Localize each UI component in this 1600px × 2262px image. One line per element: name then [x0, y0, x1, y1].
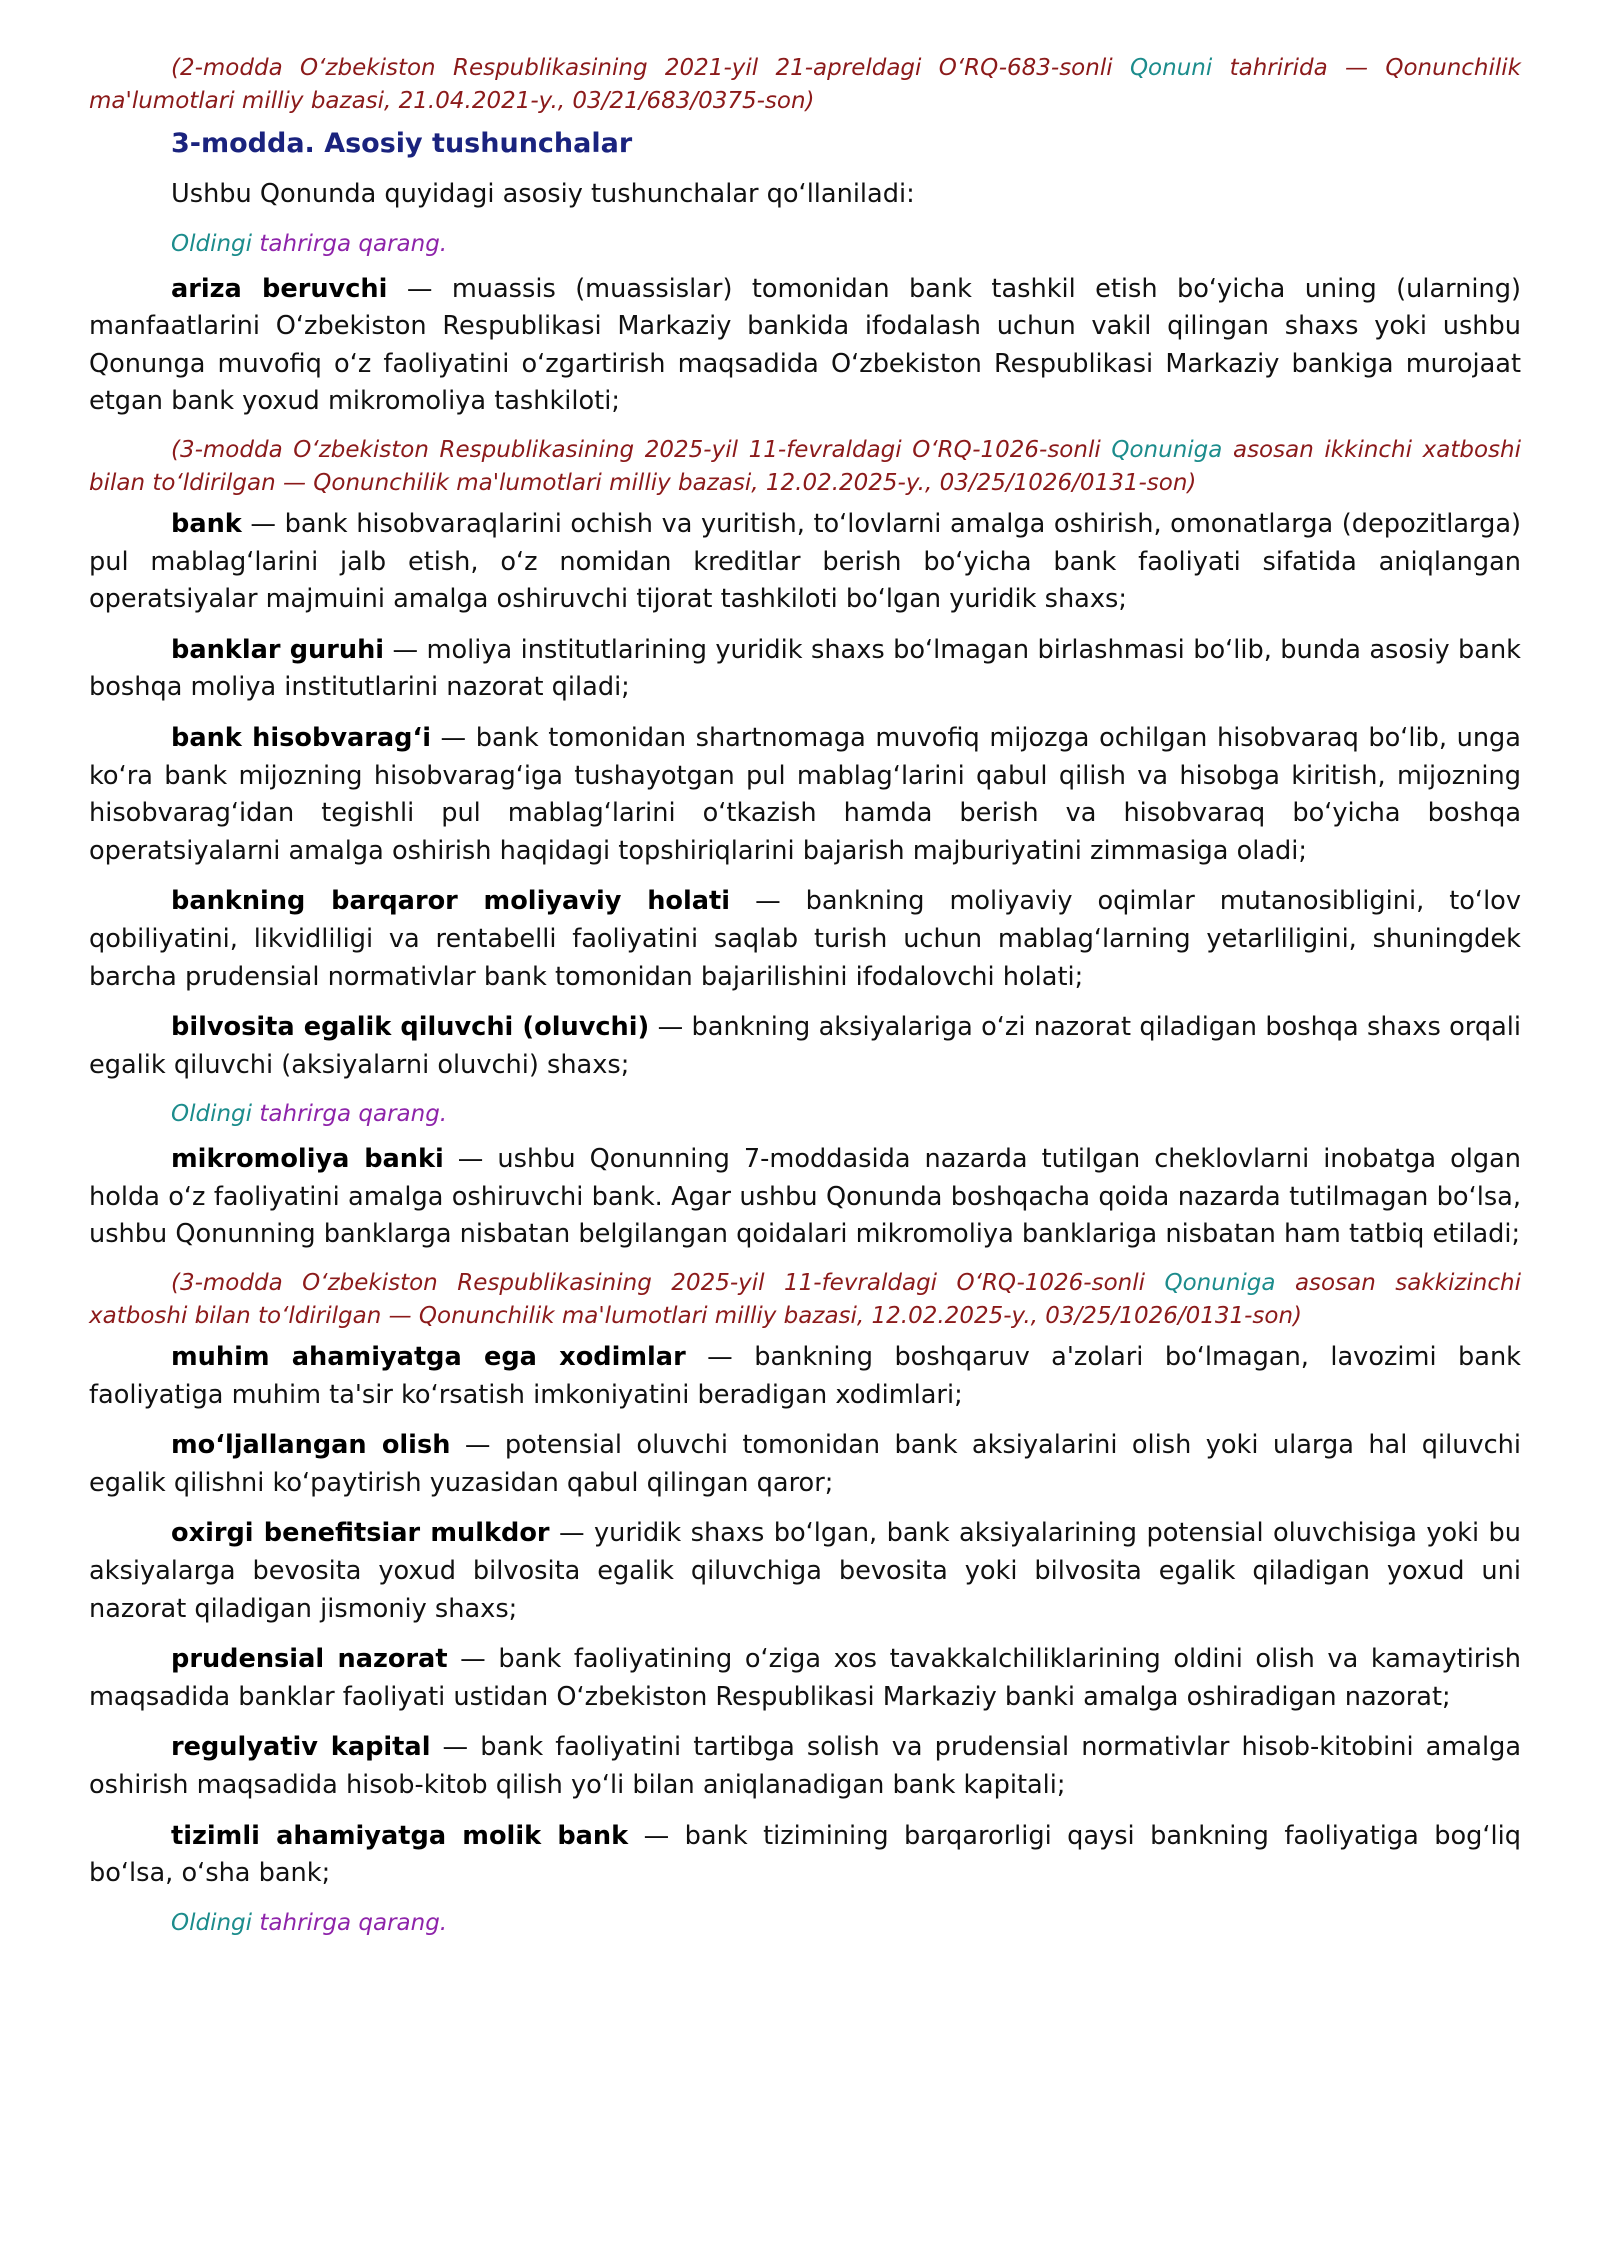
definition-text: — bank hisobvaraqlarini ochish va yuritish, to‘lovlarni amalga oshirish, omonatlarga (depozitlarga) pul mablag‘larini jalb etish, o‘z nomidan kreditlar berish bo‘yicha bank faoliyati sifatida aniqlangan operatsiyalar majmuini amalga oshiruvchi tijorat tashkiloti bo‘lgan yuridik shaxs; — [89, 508, 1521, 615]
note-text: (2-modda O‘zbekiston Respublikasining 2021-yil 21-apreldagi O‘RQ-683-sonli — [171, 55, 1130, 81]
definition-paragraph — [89, 720, 1521, 870]
previous-edition-link[interactable] — [89, 1906, 1521, 1940]
definition-text: — bankning boshqaruv a'zolari bo‘lmagan, lavozimi bank faoliyatiga muhim ta'sir ko‘rsatish imkoniyatini beradigan xodimlari; — [89, 1342, 1522, 1410]
definition-paragraph — [89, 1339, 1521, 1414]
definition-text: — potensial oluvchi tomonidan bank aksiyalarini olish yoki ularga hal qiluvchi egalik qilishni ko‘paytirish yuzasidan qabul qilingan qaror; — [89, 1430, 1521, 1498]
definition-text: — moliya institutlarining yuridik shaxs bo‘lmagan birlashmasi bo‘lib, bunda asosiy bank boshqa moliya institutlarini nazorat qiladi; — [89, 634, 1521, 703]
definition-paragraph — [89, 271, 1521, 421]
definition-term: bankning barqaror moliyaviy holati — [171, 886, 731, 917]
previous-edition-link-part1[interactable]: Oldingi — [171, 230, 253, 257]
previous-edition-link-part2[interactable]: tahrirga qarang. — [252, 1101, 448, 1128]
definition-text: — bank faoliyatini tartibga solish va prudensial normativlar hisob-kitobini amalga oshirish maqsadida hisob-kitob qilish yo‘li bilan aniqlanadigan bank kapitali; — [89, 1732, 1522, 1800]
definition-paragraph — [89, 1641, 1521, 1716]
definition-term: bank — [171, 508, 242, 539]
definition-term: regulyativ kapital — [171, 1732, 431, 1763]
definition-text: — muassis (muassislar) tomonidan bank tashkil etish bo‘yicha uning (ularning) manfaatlarini O‘zbekiston Respublikasi Markaziy bankida ifodalash uchun vakil qilingan shaxs yoki ushbu Qonunga muvofiq o‘z faoliyatini o‘zgartirish maqsadida O‘zbekiston Respublikasi Markaziy bankiga murojaat etgan bank yoxud mikromoliya tashkiloti; — [89, 273, 1521, 417]
definition-text: — bank tizimining barqarorligi qaysi bankning faoliyatiga bog‘liq bo‘lsa, o‘sha bank; — [89, 1820, 1522, 1889]
note-text: asosan sakkizinchi xatboshi bilan to‘ldirilgan — Qonunchilik ma'lumotlari milliy bazasi, 12.02.2025-y., 03/25/1026/0131-son) — [89, 1270, 1522, 1330]
previous-edition-link-part1[interactable]: Oldingi — [171, 1909, 253, 1936]
document-page — [89, 52, 1521, 1950]
definition-text: — bank faoliyatining o‘ziga xos tavakkalchiliklarining oldini olish va kamaytirish maqsadida banklar faoliyati ustidan O‘zbekiston Respublikasi Markaziy banki amalga oshiradigan nazorat; — [89, 1644, 1521, 1712]
definition-paragraph — [89, 1427, 1521, 1502]
definition-paragraph — [89, 1729, 1521, 1804]
definition-text: — yuridik shaxs bo‘lgan, bank aksiyalarining potensial oluvchisiga yoki bu aksiyalarga bevosita yoxud bilvosita egalik qiluvchiga bevosita yoki bilvosita egalik qiladigan yoxud uni nazorat qiladigan jismoniy shaxs; — [89, 1518, 1521, 1624]
definition-text: — bankning aksiyalariga o‘zi nazorat qiladigan boshqa shaxs orqali egalik qiluvchi (aksiyalarni oluvchi) shaxs; — [89, 1012, 1521, 1080]
definition-text: — ushbu Qonunning 7-moddasida nazarda tutilgan cheklovlarni inobatga olgan holda o‘z faoliyatini amalga oshiruvchi bank. Agar ushbu Qonunda boshqacha qoida nazarda tutilmagan bo‘lsa, ushbu Qonunning banklarga nisbatan belgilangan qoidalari mikromoliya banklariga nisbatan ham tatbiq etiladi; — [89, 1144, 1521, 1250]
definition-text: — bankning moliyaviy oqimlar mutanosibligini, to‘lov qobiliyatini, likvidliligi va rentabelli faoliyatini saqlab turish uchun mablag‘larning yetarliligini, shuningdek barcha prudensial normativlar bank tomonidan bajarilishini ifodalovchi holati; — [89, 886, 1521, 992]
previous-edition-link-part1[interactable]: Oldingi — [171, 1101, 253, 1128]
definition-paragraph — [89, 1141, 1521, 1254]
article-heading: 3-modda. Asosiy tushunchalar — [171, 128, 633, 159]
previous-edition-link-part2[interactable]: tahrirga qarang. — [252, 230, 448, 257]
definition-term: prudensial nazorat — [171, 1644, 448, 1675]
amendment-note — [89, 1267, 1521, 1333]
article-intro: Ushbu Qonunda quyidagi asosiy tushunchalar qo‘llaniladi: — [171, 179, 915, 209]
note-text: (3-modda O‘zbekiston Respublikasining 2025-yil 11-fevraldagi O‘RQ-1026-sonli — [171, 1270, 1165, 1297]
note-text: asosan ikkinchi xatboshi bilan to‘ldirilgan — Qonunchilik ma'lumotlari milliy bazasi, 12.02.2025-y., 03/25/1026/0131-son) — [89, 436, 1521, 496]
definition-term: banklar guruhi — [171, 634, 385, 665]
definition-term: tizimli ahamiyatga molik bank — [171, 1820, 629, 1851]
amendment-note — [89, 434, 1521, 500]
amendment-note — [89, 52, 1521, 118]
definition-term: mo‘ljallangan olish — [171, 1430, 451, 1461]
definition-term: ariza beruvchi — [171, 273, 388, 304]
previous-edition-link[interactable] — [89, 227, 1521, 261]
previous-edition-link[interactable] — [89, 1097, 1521, 1131]
note-text: (3-modda O‘zbekiston Respublikasining 2025-yil 11-fevraldagi O‘RQ-1026-sonli — [171, 436, 1112, 463]
definition-text: — bank tomonidan shartnomaga muvofiq mijozga ochilgan hisobvaraq bo‘lib, unga ko‘ra bank mijozning hisobvarag‘iga tushayotgan pul mablag‘larini qabul qilish va hisobga kiritish, mijozning hisobvarag‘idan tegishli pul mablag‘larini o‘tkazish hamda berish va hisobvaraq bo‘yicha boshqa operatsiyalarni amalga oshirish haqidagi topshiriqlarini bajarish majburiyatini zimmasiga oladi; — [89, 722, 1521, 866]
law-link[interactable]: Qonuniga — [1164, 1270, 1276, 1297]
definition-paragraph — [89, 632, 1521, 707]
definition-paragraph — [89, 883, 1521, 996]
definition-paragraph — [89, 1009, 1521, 1084]
law-link[interactable]: Qonuniga — [1111, 436, 1223, 463]
definition-paragraph — [89, 506, 1521, 619]
definition-paragraph — [89, 1515, 1521, 1628]
definition-term: mikromoliya banki — [171, 1144, 444, 1175]
definition-term: bilvosita egalik qiluvchi (oluvchi) — [171, 1012, 650, 1043]
definition-paragraph — [89, 1818, 1521, 1893]
definition-term: bank hisobvarag‘i — [171, 722, 431, 753]
note-text: tahririda — Qonunchilik ma'lumotlari milliy bazasi, 21.04.2021-y., 03/21/683/0375-son) — [89, 55, 1521, 114]
previous-edition-link-part2[interactable]: tahrirga qarang. — [252, 1909, 448, 1936]
definition-term: oxirgi benefitsiar mulkdor — [171, 1518, 550, 1549]
law-link[interactable]: Qonuni — [1129, 55, 1213, 81]
definition-term: muhim ahamiyatga ega xodimlar — [171, 1342, 686, 1373]
